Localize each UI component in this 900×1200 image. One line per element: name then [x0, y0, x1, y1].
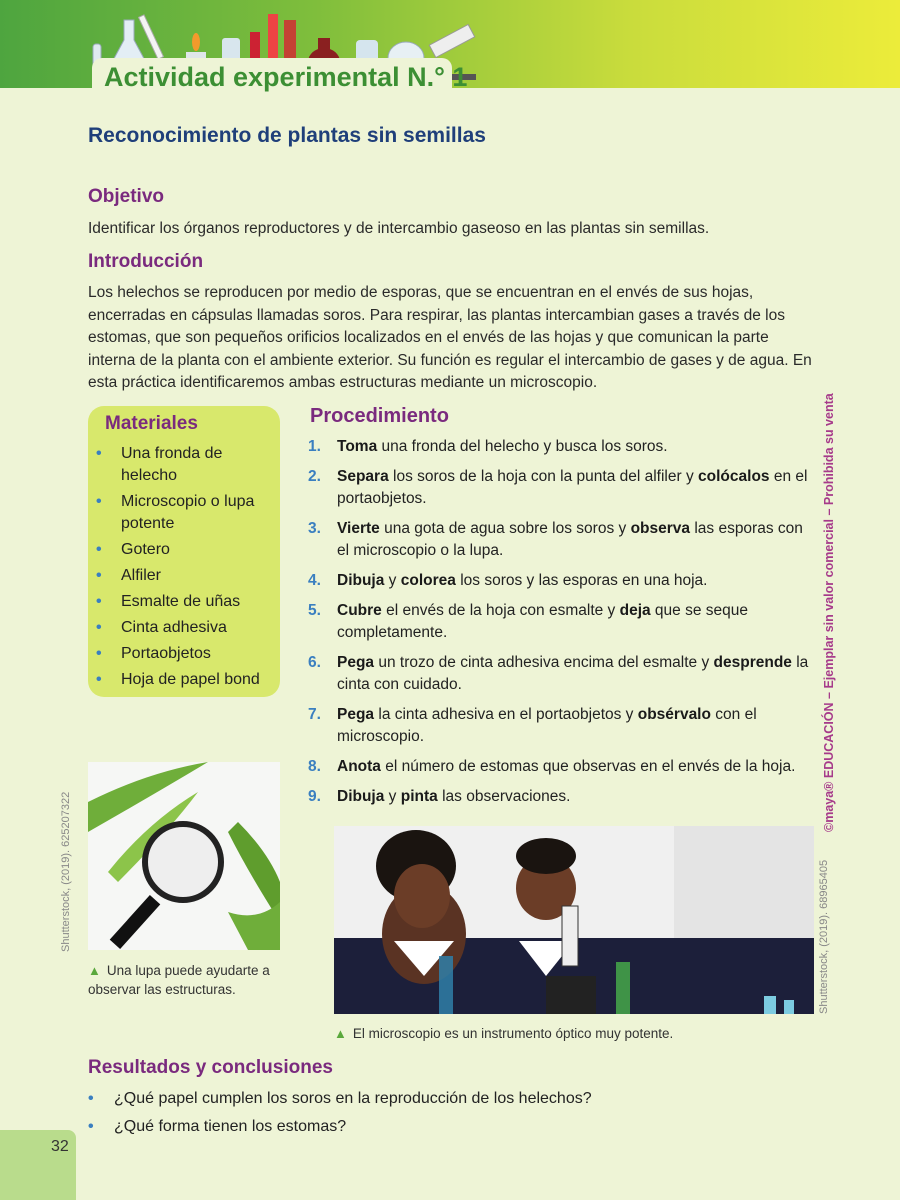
results-heading: Resultados y conclusiones	[88, 1057, 333, 1078]
magnifier-photo	[88, 762, 280, 950]
step-number: 3.	[308, 520, 321, 537]
page-number: 32	[51, 1138, 69, 1155]
results-question: • ¿Qué forma tienen los estomas?	[88, 1116, 788, 1138]
materials-list	[96, 443, 276, 695]
activity-title: Reconocimiento de plantas sin semillas	[88, 124, 486, 147]
procedure-step: 7. Pega la cinta adhesiva en el portaobjetos y obsérvalo con el microscopio.	[308, 706, 757, 745]
procedure-step: 6. Pega un trozo de cinta adhesiva encima del esmalte y desprende la cinta con cuidado.	[308, 654, 809, 693]
materials-item: • Microscopio o lupa potente	[96, 493, 255, 532]
step-number: 8.	[308, 758, 321, 775]
procedure-step: 3. Vierte una gota de agua sobre los soros y observa las esporas con el microscopio o la lupa.	[308, 520, 803, 559]
bullet-icon: •	[96, 445, 102, 462]
introduction-text: Los helechos se reproducen por medio de esporas, que se encuentran en el envés de sus hojas, encerradas en cápsulas llamadas soros. Para respirar, las plantas intercambian gases a través de los estomas, que son pequeños orificios localizados en el envés de las hojas y que comunican la parte interna de la planta con el ambiente exterior. Su función es regular el intercambio de gases y de agua. En esta práctica identificaremos ambas estructuras mediante un microscopio.	[88, 284, 812, 391]
triangle-pointer-icon: ▲	[334, 1026, 347, 1041]
materials-item: • Una fronda de helecho	[96, 445, 223, 484]
procedure-step: 9. Dibuja y pinta las observaciones.	[308, 786, 816, 808]
activity-header-title: Actividad experimental N.° 1	[104, 62, 468, 92]
microscope-photo-credit: Shutterstock, (2019). 68965405	[818, 859, 830, 1014]
materials-item: • Portaobjetos	[96, 643, 276, 665]
bullet-icon: •	[96, 541, 102, 558]
step-number: 4.	[308, 572, 321, 589]
procedure-step: 4. Dibuja y colorea los soros y las esporas en una hoja.	[308, 570, 816, 592]
materials-item: • Hoja de papel bond	[96, 669, 276, 691]
materials-item: • Esmalte de uñas	[96, 591, 276, 613]
students-microscope-photo	[334, 826, 814, 1014]
students-microscope-illustration	[334, 826, 814, 1014]
procedure-heading: Procedimiento	[310, 405, 449, 427]
step-number: 6.	[308, 654, 321, 671]
procedure-step: 5. Cubre el envés de la hoja con esmalte y deja que se seque completamente.	[308, 602, 749, 641]
step-number: 9.	[308, 788, 321, 805]
magnifier-icon	[88, 762, 280, 950]
results-questions	[88, 1088, 788, 1144]
materials-heading: Materiales	[105, 413, 198, 434]
bullet-icon: •	[96, 619, 102, 636]
introduction-heading: Introducción	[88, 251, 204, 272]
bullet-icon: •	[96, 567, 102, 584]
bullet-icon: •	[96, 645, 102, 662]
bullet-icon: •	[88, 1090, 94, 1107]
objective-text: Identificar los órganos reproductores y de intercambio gaseoso en las plantas sin semillas.	[88, 220, 710, 237]
bullet-icon: •	[96, 593, 102, 610]
magnifier-caption: ▲ Una lupa puede ayudarte a observar las estructuras.	[88, 963, 270, 997]
step-number: 5.	[308, 602, 321, 619]
procedure-step: 1. Toma una fronda del helecho y busca los soros.	[308, 436, 816, 458]
procedure-step: 2. Separa los soros de la hoja con la punta del alfiler y colócalos en el portaobjetos.	[308, 468, 808, 507]
objective-heading: Objetivo	[88, 186, 165, 207]
results-question: • ¿Qué papel cumplen los soros en la reproducción de los helechos?	[88, 1088, 788, 1110]
materials-item: • Alfiler	[96, 565, 276, 587]
step-number: 1.	[308, 438, 321, 455]
triangle-pointer-icon: ▲	[88, 963, 101, 978]
copyright-side-note: ©maya® EDUCACIÓN – Ejemplar sin valor comercial – Prohibida su venta	[822, 393, 836, 832]
magnifier-photo-credit: Shutterstock, (2019). 625207322	[60, 791, 72, 952]
procedure-step: 8. Anota el número de estomas que observas en el envés de la hoja.	[308, 756, 816, 778]
procedure-steps	[308, 436, 816, 816]
bullet-icon: •	[96, 493, 102, 510]
materials-item: • Cinta adhesiva	[96, 617, 276, 639]
microscope-caption: ▲ El microscopio es un instrumento óptico muy potente.	[334, 1026, 674, 1041]
bullet-icon: •	[96, 671, 102, 688]
step-number: 7.	[308, 706, 321, 723]
step-number: 2.	[308, 468, 321, 485]
bullet-icon: •	[88, 1118, 94, 1135]
materials-item: • Gotero	[96, 539, 276, 561]
